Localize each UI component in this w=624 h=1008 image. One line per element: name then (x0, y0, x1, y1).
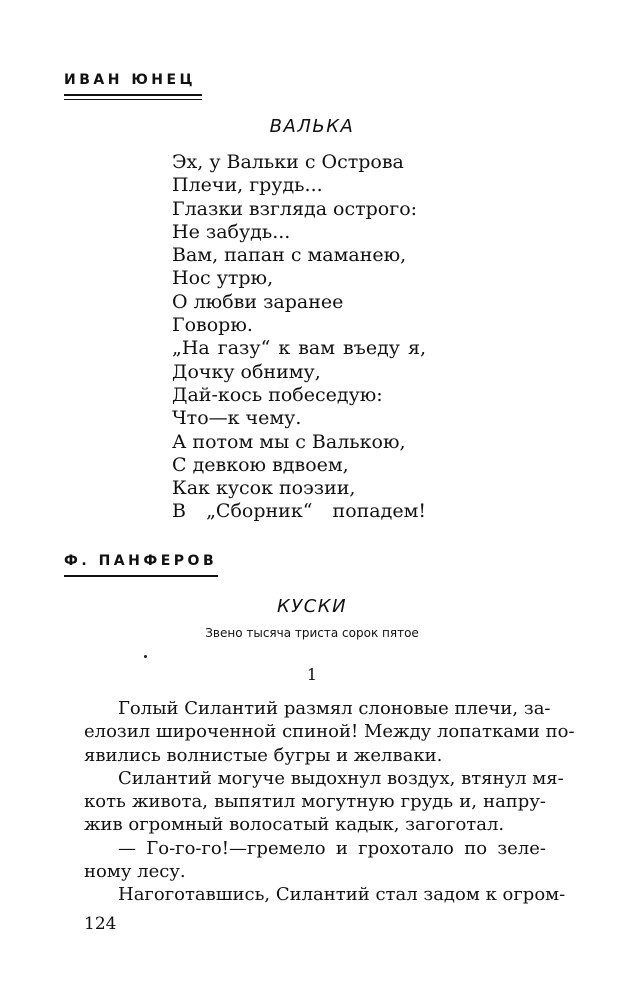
author-underline-thick (64, 94, 202, 96)
prose-line: явились волнистые бугры и желваки. (84, 744, 443, 766)
story-body (84, 697, 575, 907)
prose-line: — Го-го-го!—гремело и грохотало по зеле- (118, 837, 546, 859)
chapter-number: 1 (306, 665, 318, 684)
author-underline-thin (64, 99, 202, 100)
author-name-panferov: Ф. ПАНФЕРОВ (64, 553, 218, 569)
poem-line: Глазки взгляда острого: (172, 197, 418, 220)
poem-line: „На газу“ к вам въеду я, (172, 337, 426, 360)
poem-line: А потом мы с Валькою, (172, 430, 406, 453)
poem-line: Нос утрю, (172, 267, 274, 290)
story-subtitle: Звено тысяча триста сорок пятое (205, 626, 419, 640)
poem-line: В „Сборник“ попадем! (172, 500, 426, 523)
author-name-yunets: ИВАН ЮНЕЦ (64, 72, 197, 88)
poem-line: Что—к чему. (172, 407, 302, 430)
poem-title: ВАЛЬКА (269, 116, 355, 137)
prose-line: елозил широченной спиной! Между лопатками по- (84, 721, 575, 743)
poem-line: Дочку обниму, (172, 360, 321, 383)
poem-line: С девкою вдвоем, (172, 453, 349, 476)
prose-line: Нагоготавшись, Силантий стал задом к огром- (118, 884, 566, 906)
poem-line: Эх, у Вальки с Острова (172, 151, 404, 173)
story-title: КУСКИ (276, 596, 348, 617)
poem-body (172, 151, 432, 524)
prose-line: ному лесу. (84, 861, 186, 883)
prose-line: Силантий могуче выдохнул воздух, втянул мя- (118, 767, 564, 789)
poem-line: О любви заранее (172, 290, 344, 313)
print-speck (144, 655, 147, 658)
prose-line: жив огромный волосатый кадык, загоготал. (84, 814, 505, 836)
page-number: 124 (84, 914, 117, 934)
poem-line: Говорю. (172, 314, 253, 337)
author-underline (64, 575, 218, 577)
poem-line: Не забудь... (172, 220, 291, 243)
poem-line: Вам, папан с маманею, (172, 244, 407, 267)
prose-line: Голый Силантий размял слоновые плечи, за- (118, 698, 551, 719)
poem-line: Как кусок поэзии, (172, 477, 356, 500)
poem-line: Дай-кось побеседую: (172, 383, 383, 406)
poem-line: Плечи, грудь... (172, 174, 323, 197)
prose-line: коть живота, выпятил могутную грудь и, напру- (84, 791, 546, 813)
